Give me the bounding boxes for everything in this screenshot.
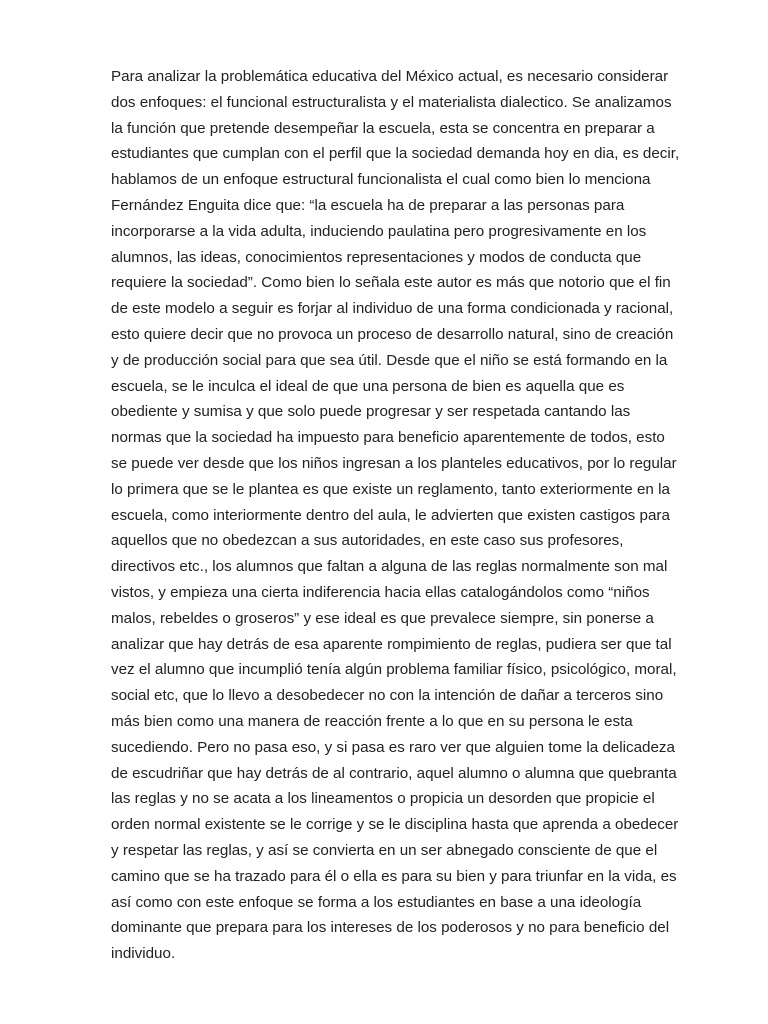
paragraph-line: y de producción social para que sea útil. Desde que el niño se está formando en la xyxy=(111,351,668,369)
paragraph-line: social etc, que lo llevo a desobedecer no con la intención de dañar a terceros sino xyxy=(111,687,664,705)
paragraph-line: analizar que hay detrás de esa aparente rompimiento de reglas, pudiera ser que tal xyxy=(111,635,672,653)
paragraph-line: dominante que prepara para los intereses de los poderosos y no para beneficio del xyxy=(111,919,670,937)
paragraph-line: hablamos de un enfoque estructural funcionalista el cual como bien lo menciona xyxy=(111,171,651,189)
paragraph-line: escuela, se le inculca el ideal de que una persona de bien es aquella que es xyxy=(111,377,625,395)
paragraph-line: esto quiere decir que no provoca un proceso de desarrollo natural, sino de creación xyxy=(111,325,674,343)
body-paragraph xyxy=(111,64,701,967)
paragraph-line: lo primera que se le plantea es que existe un reglamento, tanto exteriormente en la xyxy=(111,480,670,498)
paragraph-line: más bien como una manera de reacción frente a lo que en su persona le esta xyxy=(111,712,633,730)
paragraph-line: Para analizar la problemática educativa del México actual, es necesario considerar xyxy=(111,68,669,85)
paragraph-line: normas que la sociedad ha impuesto para beneficio aparentemente de todos, esto xyxy=(111,429,665,447)
paragraph-line: vistos, y empieza una cierta indiferencia hacia ellas catalogándolos como “niños xyxy=(111,583,650,601)
paragraph-line: las reglas y no se acata a los lineamentos o propicia un desorden que propicie el xyxy=(111,790,655,808)
paragraph-line: incorporarse a la vida adulta, induciendo paulatina pero progresivamente en los xyxy=(111,222,647,240)
paragraph-line: aquellos que no obedezcan a sus autoridades, en este caso sus profesores, xyxy=(111,532,624,550)
paragraph-line: camino que se ha trazado para él o ella es para su bien y para triunfar en la vida, es xyxy=(111,867,677,885)
paragraph-line: de escudriñar que hay detrás de al contrario, aquel alumno o alumna que quebranta xyxy=(111,764,677,782)
paragraph-line: se puede ver desde que los niños ingresan a los planteles educativos, por lo regular xyxy=(111,454,677,472)
paragraph-line: y respetar las reglas, y así se convierta en un ser abnegado consciente de que el xyxy=(111,841,658,859)
paragraph-line: orden normal existente se le corrige y se le disciplina hasta que aprenda a obedecer xyxy=(111,816,679,834)
paragraph-line: vez el alumno que incumplió tenía algún problema familiar físico, psicológico, moral, xyxy=(111,661,677,679)
paragraph-line: individuo. xyxy=(111,945,176,963)
paragraph-line: dos enfoques: el funcional estructuralista y el materialista dialectico. Se analizamos xyxy=(111,93,672,111)
paragraph-line: escuela, como interiormente dentro del aula, le advierten que existen castigos para xyxy=(111,506,670,524)
paragraph-line: obediente y sumisa y que solo puede progresar y ser respetada cantando las xyxy=(111,403,631,421)
paragraph-line: estudiantes que cumplan con el perfil que la sociedad demanda hoy en dia, es decir, xyxy=(111,145,680,163)
paragraph-line: alumnos, las ideas, conocimientos representaciones y modos de conducta que xyxy=(111,248,642,266)
paragraph-line: requiere la sociedad”. Como bien lo señala este autor es más que notorio que el fin xyxy=(111,274,671,292)
paragraph-line: sucediendo. Pero no pasa eso, y si pasa es raro ver que alguien tome la delicadeza xyxy=(111,738,675,756)
paragraph-line: Fernández Enguita dice que: “la escuela ha de preparar a las personas para xyxy=(111,196,625,214)
paragraph-line: malos, rebeldes o groseros” y ese ideal es que prevalece siempre, sin ponerse a xyxy=(111,609,654,627)
paragraph-line: así como con este enfoque se forma a los estudiantes en base a una ideología xyxy=(111,893,642,911)
paragraph-line: directivos etc., los alumnos que faltan a alguna de las reglas normalmente son mal xyxy=(111,558,668,576)
paragraph-line: de este modelo a seguir es forjar al individuo de una forma condicionada y racional, xyxy=(111,300,674,318)
paragraph-line: la función que pretende desempeñar la escuela, esta se concentra en preparar a xyxy=(111,119,655,137)
